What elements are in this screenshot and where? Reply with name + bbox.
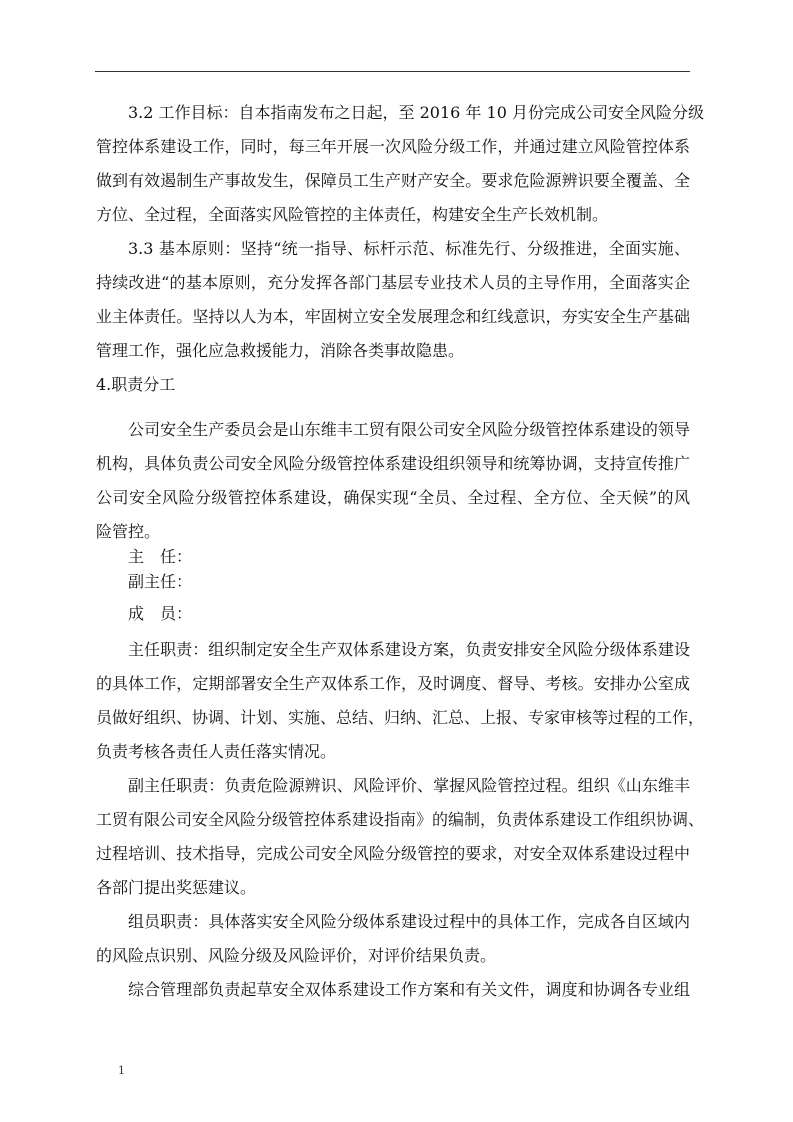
text-line: 公司安全生产委员会是山东维丰工贸有限公司安全风险分级管控体系建设的领导 (128, 420, 690, 439)
text-line: 组员职责：具体落实安全风险分级体系建设过程中的具体工作，完成各自区域内 (128, 912, 690, 931)
text-line: 3.3 基本原则：坚持“统一指导、标杆示范、标准先行、分级推进，全面实施、 (128, 239, 690, 258)
deputy-director-label: 副主任： (128, 572, 193, 591)
text-line: 3.2 工作目标：自本指南发布之日起，至 2016 年 10 月份完成公司安全风险分级 (128, 103, 704, 122)
text-line: 管控体系建设工作，同时，每三年开展一次风险分级工作，并通过建立风险管控体系 (96, 137, 690, 156)
text-line: 各部门提出奖惩建议。 (96, 878, 257, 897)
text-line: 主任职责：组织制定安全生产双体系建设方案，负责安排安全风险分级体系建设 (128, 640, 690, 659)
text-line: 副主任职责：负责危险源辨识、风险评价、掌握风险管控过程。组织《山东维丰 (128, 776, 690, 795)
text-line: 员做好组织、协调、计划、实施、总结、归纳、汇总、上报、专家审核等过程的工作， (96, 708, 705, 727)
text-line: 险管控。 (96, 522, 161, 541)
text-line: 工贸有限公司安全风险分级管控体系建设指南》的编制，负责体系建设工作组织协调、 (96, 810, 705, 829)
text-line: 负责考核各责任人责任落实情况。 (96, 742, 337, 761)
text-line: 管理工作，强化应急救援能力，消除各类事故隐患。 (96, 341, 465, 360)
text-line: 的风险点识别、风险分级及风险评价，对评价结果负责。 (96, 946, 497, 965)
page-number: 1 (118, 1064, 125, 1077)
text-line: 持续改进“的基本原则，充分发挥各部门基层专业技术人员的主导作用，全面落实企 (96, 273, 690, 292)
text-line: 的具体工作，定期部署安全生产双体系工作，及时调度、督导、考核。安排办公室成 (96, 674, 690, 693)
section-heading: 4.职责分工 (96, 375, 176, 394)
header-rule (95, 71, 690, 72)
text-line: 方位、全过程，全面落实风险管控的主体责任，构建安全生产长效机制。 (96, 205, 609, 224)
text-line: 过程培训、技术指导，完成公司安全风险分级管控的要求，对安全双体系建设过程中 (96, 844, 690, 863)
director-label: 主 任： (128, 547, 193, 566)
text-line: 机构，具体负责公司安全风险分级管控体系建设组织领导和统筹协调，支持宣传推广 (96, 454, 690, 473)
members-label: 成 员： (128, 604, 193, 623)
text-line: 公司安全风险分级管控体系建设，确保实现“全员、全过程、全方位、全天候”的风 (96, 488, 690, 507)
text-line: 做到有效遏制生产事故发生，保障员工生产财产安全。要求危险源辨识要全覆盖、全 (96, 171, 690, 190)
text-line: 综合管理部负责起草安全双体系建设工作方案和有关文件，调度和协调各专业组 (128, 980, 690, 999)
text-line: 业主体责任。坚持以人为本，牢固树立安全发展理念和红线意识，夯实安全生产基础 (96, 307, 690, 326)
